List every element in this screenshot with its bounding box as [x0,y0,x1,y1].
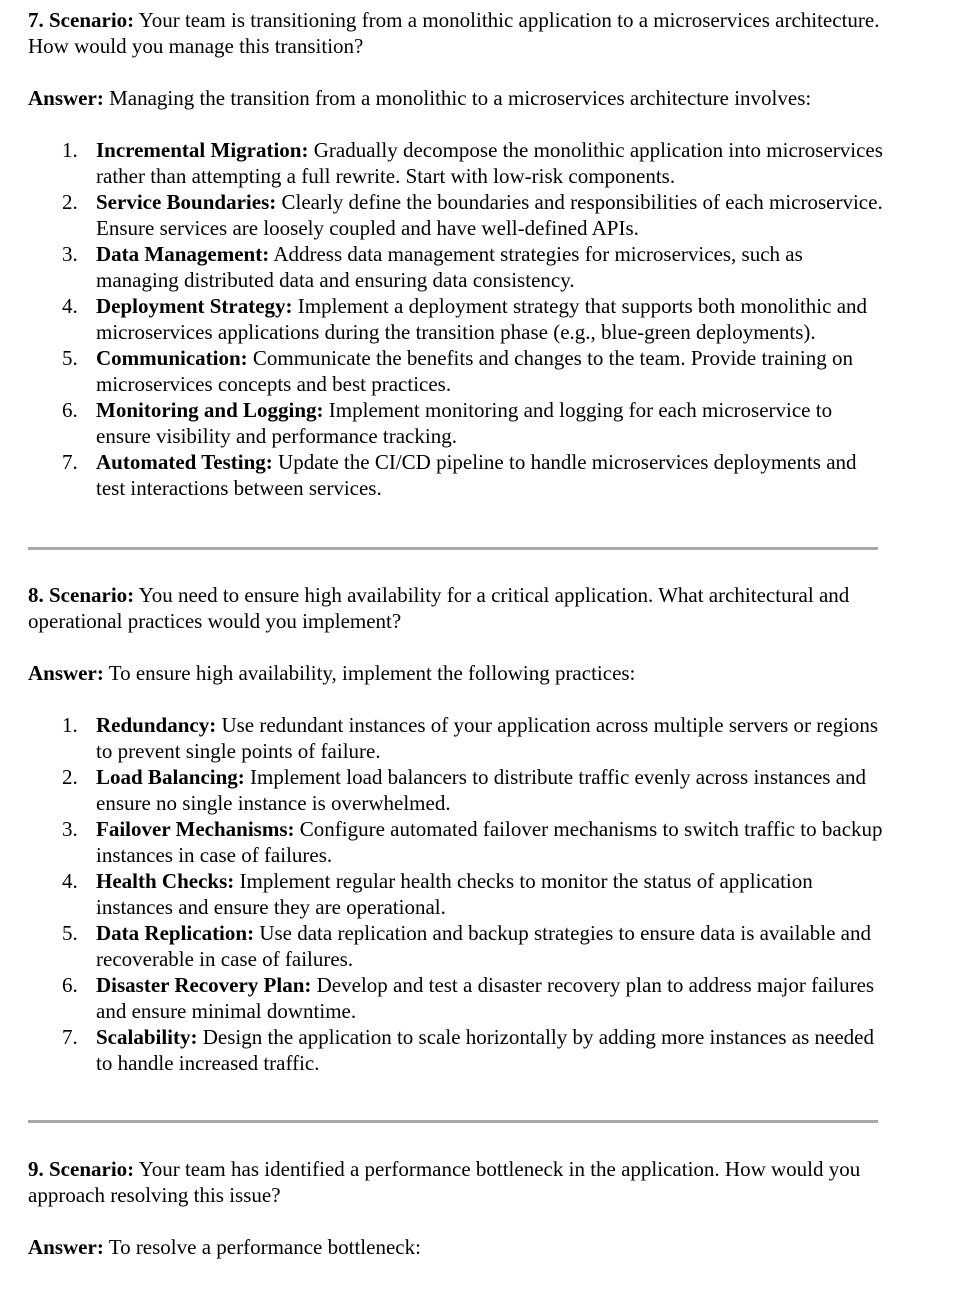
answer-label: Answer: [28,661,104,685]
scenario-label: Scenario: [49,8,135,32]
item-term: Automated Testing: [96,450,273,474]
item-term: Scalability: [96,1025,198,1049]
item-term: Redundancy: [96,713,217,737]
item-text: Develop and test a disaster recovery plan to address major failures and ensure minimal downtime. [96,973,875,1023]
answer-list [28,137,888,501]
item-term: Incremental Migration: [96,138,309,162]
item-number: 7. [62,1025,78,1049]
list-item [28,137,888,189]
item-number: 1. [62,713,78,737]
item-text: Design the application to scale horizontally by adding more instances as needed to handle increased traffic. [96,1025,874,1075]
scenario-text: Your team is transitioning from a monolithic application to a microservices architecture. How would you manage this transition? [28,8,880,58]
list-item [28,816,888,868]
scenario-question [28,582,888,634]
item-text: Configure automated failover mechanisms to switch traffic to backup instances in case of failures. [96,817,883,867]
scenario-number: 9. [28,1157,44,1181]
list-item [28,972,888,1024]
item-number: 6. [62,973,78,997]
item-term: Health Checks: [96,869,235,893]
list-item [28,868,888,920]
list-item [28,293,888,345]
scenario-number: 8. [28,583,44,607]
answer-label: Answer: [28,1235,104,1259]
answer-label: Answer: [28,86,104,110]
item-text: Implement a deployment strategy that supports both monolithic and microservices applications during the transition phase (e.g., blue-green deployments). [96,294,868,344]
list-item [28,189,888,241]
item-number: 6. [62,398,78,422]
item-text: Use data replication and backup strategies to ensure data is available and recoverable in case of failures. [96,921,872,971]
item-text: Gradually decompose the monolithic application into microservices rather than attempting a full rewrite. Start with low-risk components. [96,138,883,188]
item-number: 1. [62,138,78,162]
item-term: Data Management: [96,242,270,266]
answer-text: To resolve a performance bottleneck: [108,1235,421,1259]
item-term: Load Balancing: [96,765,245,789]
item-number: 5. [62,346,78,370]
item-text: Communicate the benefits and changes to the team. Provide training on microservices concepts and best practices. [96,346,854,396]
scenario-text: You need to ensure high availability for a critical application. What architectural and operational practices would you implement? [28,583,850,633]
item-term: Deployment Strategy: [96,294,293,318]
answer-intro [28,660,888,686]
scenario-question [28,1156,888,1208]
item-term: Disaster Recovery Plan: [96,973,312,997]
item-text: Implement monitoring and logging for each microservice to ensure visibility and performance tracking. [96,398,833,448]
scenario-question [28,7,888,59]
list-item [28,712,888,764]
item-text: Update the CI/CD pipeline to handle microservices deployments and test interactions between services. [96,450,857,500]
item-term: Failover Mechanisms: [96,817,295,841]
item-number: 7. [62,450,78,474]
list-item [28,241,888,293]
scenario-label: Scenario: [49,583,135,607]
list-item [28,1024,888,1076]
item-text: Use redundant instances of your application across multiple servers or regions to prevent single points of failure. [96,713,879,763]
scenario-8 [28,582,888,1076]
item-term: Service Boundaries: [96,190,277,214]
item-term: Communication: [96,346,248,370]
scenario-number: 7. [28,8,44,32]
list-item [28,345,888,397]
item-text: Implement regular health checks to monitor the status of application instances and ensure they are operational. [96,869,813,919]
answer-text: To ensure high availability, implement the following practices: [108,661,636,685]
item-term: Data Replication: [96,921,255,945]
answer-list [28,712,888,1076]
item-number: 3. [62,817,78,841]
item-number: 5. [62,921,78,945]
scenario-9 [28,1156,888,1260]
list-item [28,920,888,972]
answer-intro [28,85,888,111]
item-number: 3. [62,242,78,266]
scenario-7 [28,7,888,501]
item-number: 4. [62,869,78,893]
item-text: Implement load balancers to distribute traffic evenly across instances and ensure no single instance is overwhelmed. [96,765,867,815]
item-text: Clearly define the boundaries and responsibilities of each microservice. Ensure services are loosely coupled and have well-defined APIs. [96,190,883,240]
scenario-text: Your team has identified a performance bottleneck in the application. How would you approach resolving this issue? [28,1157,861,1207]
item-term: Monitoring and Logging: [96,398,324,422]
item-text: Address data management strategies for microservices, such as managing distributed data and ensuring data consistency. [96,242,803,292]
answer-text: Managing the transition from a monolithic to a microservices architecture involves: [109,86,812,110]
list-item [28,764,888,816]
item-number: 4. [62,294,78,318]
list-item [28,449,888,501]
answer-intro [28,1234,888,1260]
list-item [28,397,888,449]
item-number: 2. [62,765,78,789]
scenario-label: Scenario: [49,1157,135,1181]
item-number: 2. [62,190,78,214]
document-page [28,7,888,1286]
